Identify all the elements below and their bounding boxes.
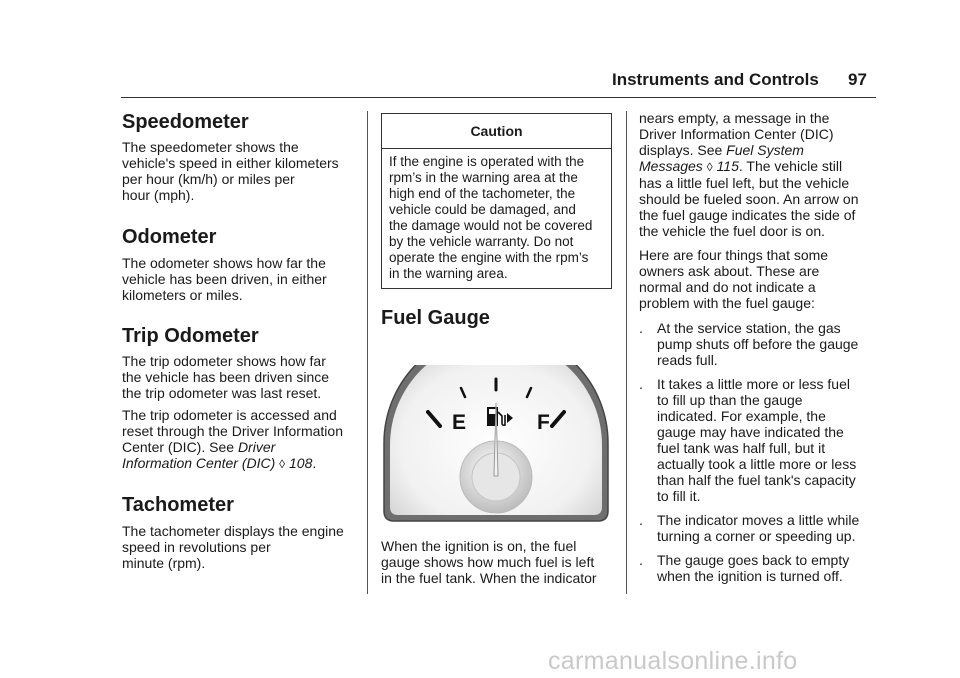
gauge-full-label: F (537, 411, 550, 434)
trip-odometer-heading: Trip Odometer (122, 325, 259, 347)
bullet-item-4: . The gauge goes back to empty when the ignition is turned off. (639, 552, 850, 584)
fuel-gauge-illustration (380, 365, 612, 530)
fuel-gauge-heading: Fuel Gauge (381, 307, 490, 329)
speedometer-heading: Speedometer (122, 111, 249, 133)
column-1 (122, 110, 362, 571)
section-title: Instruments and Controls (612, 70, 819, 89)
caution-text: If the engine is operated with the rpm’s in the warning area at the high end of the tachometer, the vehicle could be damaged, and the damage would not be covered by the vehicle warranty. Do not operate the engine with the rpm’s in the warning area. (389, 154, 593, 281)
column-divider-right (626, 111, 627, 594)
fuel-message-text: nears empty, a message in the Driver Information Center (DIC) displays. See Fuel System Messages ◊ 115. The vehicle still has a little fuel left, but the vehicle should be fueled soon. An arrow on the fuel gauge indicates the side of the vehicle the fuel door is on. (639, 110, 859, 239)
bullet-item-1: . At the service station, the gas pump shuts off before the gauge reads full. (639, 320, 859, 368)
bullet-item-3: . The indicator moves a little while turning a corner or speeding up. (639, 512, 860, 544)
header-divider (121, 97, 876, 98)
four-things-intro: Here are four things that some owners ask about. These are normal and do not indicate a problem with the fuel gauge: (639, 247, 829, 311)
trip-odometer-text-2: The trip odometer is accessed and reset through the Driver Information Center (DIC). See Driver Information Center (DIC) ◊ 108. (122, 407, 343, 471)
page-number: 97 (848, 70, 867, 89)
odometer-heading: Odometer (122, 226, 217, 248)
caution-box (381, 113, 612, 289)
speedometer-text: The speedometer shows the vehicle's speed in either kilometers per hour (km/h) or miles per hour (mph). (122, 139, 339, 203)
odometer-text: The odometer shows how far the vehicle has been driven, in either kilometers or miles. (122, 255, 327, 303)
watermark: carmanualsonline.info (548, 647, 798, 675)
caution-title: Caution (382, 114, 611, 149)
page-ref-115[interactable]: 115 (716, 158, 739, 174)
fuel-system-link[interactable]: Fuel System (726, 142, 804, 158)
column-3 (639, 110, 879, 584)
tachometer-text: The tachometer displays the engine speed in revolutions per minute (rpm). (122, 523, 344, 571)
dic-link[interactable]: Driver (237, 439, 276, 455)
bullet-item-2: . It takes a little more or less fuel to fill up than the gauge indicated. For example, the gauge may have indicated the fuel tank was half full, but it actually took a little more or less than half the fuel tank's capacity to fill it. (639, 376, 857, 504)
page-ref-icon: ◊ (706, 160, 713, 174)
trip-odometer-text-1: The trip odometer shows how far the vehicle has been driven since the trip odometer was last reset. (122, 353, 330, 401)
dic-link-cont[interactable]: Information Center (DIC) (122, 455, 276, 471)
column-divider-left (367, 111, 368, 594)
page-ref-icon: ◊ (279, 457, 286, 471)
fuel-system-link-cont[interactable]: Messages (639, 158, 703, 174)
page-ref-108[interactable]: 108 (289, 455, 313, 471)
fuel-gauge-text: When the ignition is on, the fuel gauge shows how much fuel is left in the fuel tank. When the indicator (381, 538, 597, 586)
gauge-empty-label: E (452, 411, 467, 434)
tachometer-heading: Tachometer (122, 494, 234, 516)
fuel-gauge-section (381, 306, 616, 330)
